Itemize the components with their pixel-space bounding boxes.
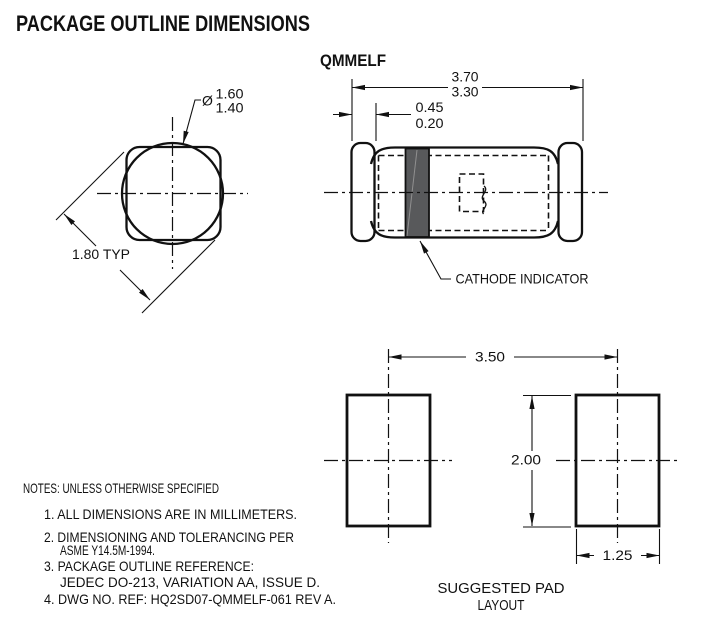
notes-block: [23, 480, 336, 607]
pad-layout-caption-line1: SUGGESTED PAD: [437, 580, 565, 597]
note-2-line1: 2. DIMENSIONING AND TOLERANCING PER: [44, 529, 294, 545]
pad-height-arrowhead-top: [529, 396, 534, 409]
pad-width-arrowhead-left: [577, 553, 590, 558]
endcap-arrowhead-left: [339, 112, 352, 117]
pitch-arrowhead-right: [605, 354, 618, 359]
typ-dimension-value: 1.80 TYP: [72, 246, 130, 262]
side-view: [324, 69, 608, 287]
note-1: 1. ALL DIMENSIONS ARE IN MILLIMETERS.: [44, 506, 297, 522]
endcap-max-value: 0.45: [415, 99, 444, 115]
length-min-value: 3.30: [451, 83, 479, 100]
pad-height-arrowhead-bottom: [529, 513, 534, 526]
note-3-line2: JEDEC DO-213, VARIATION AA, ISSUE D.: [60, 574, 320, 590]
typ-extension-line-lower: [142, 240, 215, 313]
page-title: PACKAGE OUTLINE DIMENSIONS: [16, 11, 310, 36]
pad-height-value: 2.00: [511, 451, 542, 468]
diameter-leader-arrowhead: [183, 131, 189, 144]
length-arrowhead-left: [352, 85, 365, 90]
cathode-indicator-label: CATHODE INDICATOR: [455, 270, 589, 287]
diameter-min-value: 1.40: [215, 99, 244, 116]
diameter-max-value: 1.60: [215, 85, 244, 102]
typ-extension-line-upper: [56, 152, 124, 220]
pad-layout-caption-line2: LAYOUT: [477, 597, 525, 614]
note-4: 4. DWG NO. REF: HQ2SD07-QMMELF-061 REV A.: [44, 591, 336, 607]
note-2-line2: ASME Y14.5M-1994.: [60, 542, 155, 558]
pitch-value: 3.50: [475, 348, 506, 365]
pitch-arrowhead-left: [389, 354, 402, 359]
length-max-value: 3.70: [451, 68, 479, 85]
cathode-leader-arrowhead: [420, 241, 429, 254]
length-arrowhead-right: [570, 85, 583, 90]
package-name-label: QMMELF: [320, 51, 386, 70]
notes-header: NOTES: UNLESS OTHERWISE SPECIFIED: [23, 480, 219, 496]
note-3-line1: 3. PACKAGE OUTLINE REFERENCE:: [44, 558, 254, 574]
end-view: [56, 86, 248, 314]
endcap-arrowhead-right: [376, 112, 389, 117]
pad-layout: [324, 349, 680, 615]
body-bottom-outline: [371, 221, 558, 238]
pad-width-value: 1.25: [602, 547, 633, 563]
pad-width-arrowhead-right: [647, 553, 660, 558]
endcap-min-value: 0.20: [415, 115, 444, 131]
diameter-symbol: Ø: [202, 92, 213, 109]
